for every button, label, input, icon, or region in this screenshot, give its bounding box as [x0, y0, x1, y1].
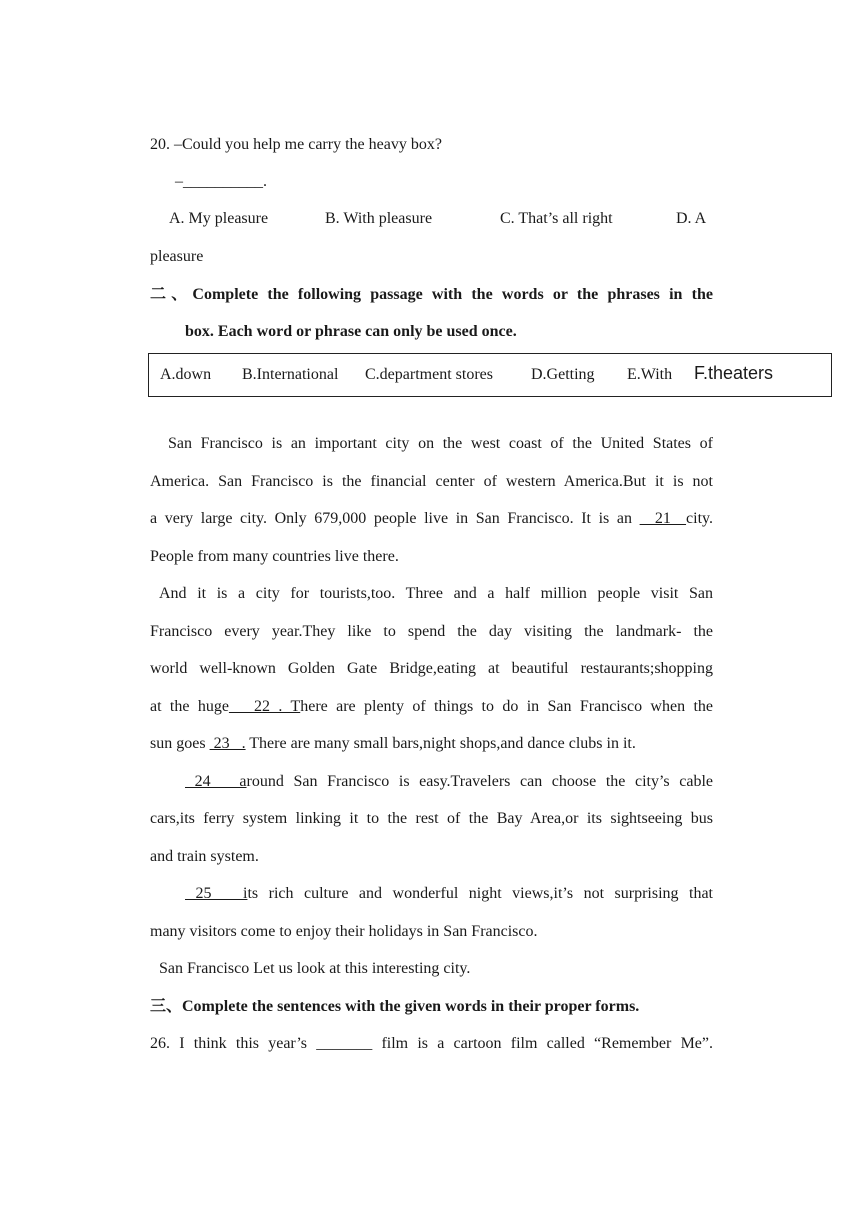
passage-line: cars,its ferry system linking it to the rest of the Bay Area,or its sightseeing bus	[150, 810, 713, 827]
passage-line: world well-known Golden Gate Bridge,eating at beautiful restaurants;shopping	[150, 660, 713, 677]
box-option-a: A.down	[160, 366, 212, 383]
passage-text: There are many small bars,night shops,and dance clubs in it.	[245, 735, 636, 752]
blank-23: 23 .	[209, 735, 246, 752]
box-option-f: F.theaters	[694, 363, 774, 383]
section2-heading-cont: box. Each word or phrase can only be used once.	[185, 323, 517, 340]
q20-question: 20. –Could you help me carry the heavy box?	[150, 136, 442, 153]
passage-line	[185, 884, 713, 904]
passage-line: People from many countries live there.	[150, 548, 399, 565]
passage-line	[150, 697, 713, 717]
passage-text: at the huge	[150, 698, 229, 715]
passage-line: many visitors come to enjoy their holidays in San Francisco.	[150, 923, 538, 940]
passage-line: and train system.	[150, 848, 259, 865]
passage-line: America. San Francisco is the financial center of western America.But it is not	[150, 473, 713, 490]
q20-answer-line: –__________.	[175, 173, 267, 190]
q26-question: 26. I think this year’s _______ film is a cartoon film called “Remember Me”.	[150, 1035, 713, 1052]
blank-24: 24 a	[185, 773, 247, 790]
passage-line: And it is a city for tourists,too. Three and a half million people visit San	[159, 585, 713, 602]
box-option-d: D.Getting	[531, 366, 595, 383]
passage-line: Francisco every year.They like to spend the day visiting the landmark- the	[150, 623, 713, 640]
q20-option-d-wrap: pleasure	[150, 248, 204, 265]
blank-25: 25 i	[185, 885, 248, 902]
passage-text: ts rich culture and wonderful night views,it’s not surprising that	[247, 885, 713, 902]
passage-line: San Francisco Let us look at this interesting city.	[159, 960, 471, 977]
blank-21: 21	[639, 510, 687, 527]
passage-line	[150, 509, 713, 529]
passage-text: city.	[686, 510, 713, 527]
word-box	[148, 353, 832, 397]
passage-text: a very large city. Only 679,000 people live in San Francisco. It is an	[150, 510, 640, 527]
q20-option-c: C. That’s all right	[500, 210, 613, 227]
q20-option-b: B. With pleasure	[325, 210, 433, 227]
passage-text: round San Francisco is easy.Travelers can choose the city’s cable	[246, 773, 714, 790]
box-option-c: C.department stores	[365, 366, 493, 383]
q20-option-d: D. A	[676, 210, 707, 227]
blank-22: 22 . T	[228, 698, 301, 715]
passage-line: San Francisco is an important city on the west coast of the United States of	[168, 435, 713, 452]
passage-line	[150, 734, 713, 754]
passage-text: sun goes	[150, 735, 210, 752]
passage-text: here are plenty of things to do in San Francisco when the	[300, 698, 713, 715]
section2-heading: 二、Complete the following passage with the words or the phrases in the	[150, 286, 713, 303]
box-option-e: E.With	[627, 366, 673, 383]
box-option-b: B.International	[242, 366, 339, 383]
section3-heading: 三、Complete the sentences with the given words in their proper forms.	[150, 998, 640, 1015]
passage-line	[185, 772, 713, 792]
q20-option-a: A. My pleasure	[169, 210, 269, 227]
